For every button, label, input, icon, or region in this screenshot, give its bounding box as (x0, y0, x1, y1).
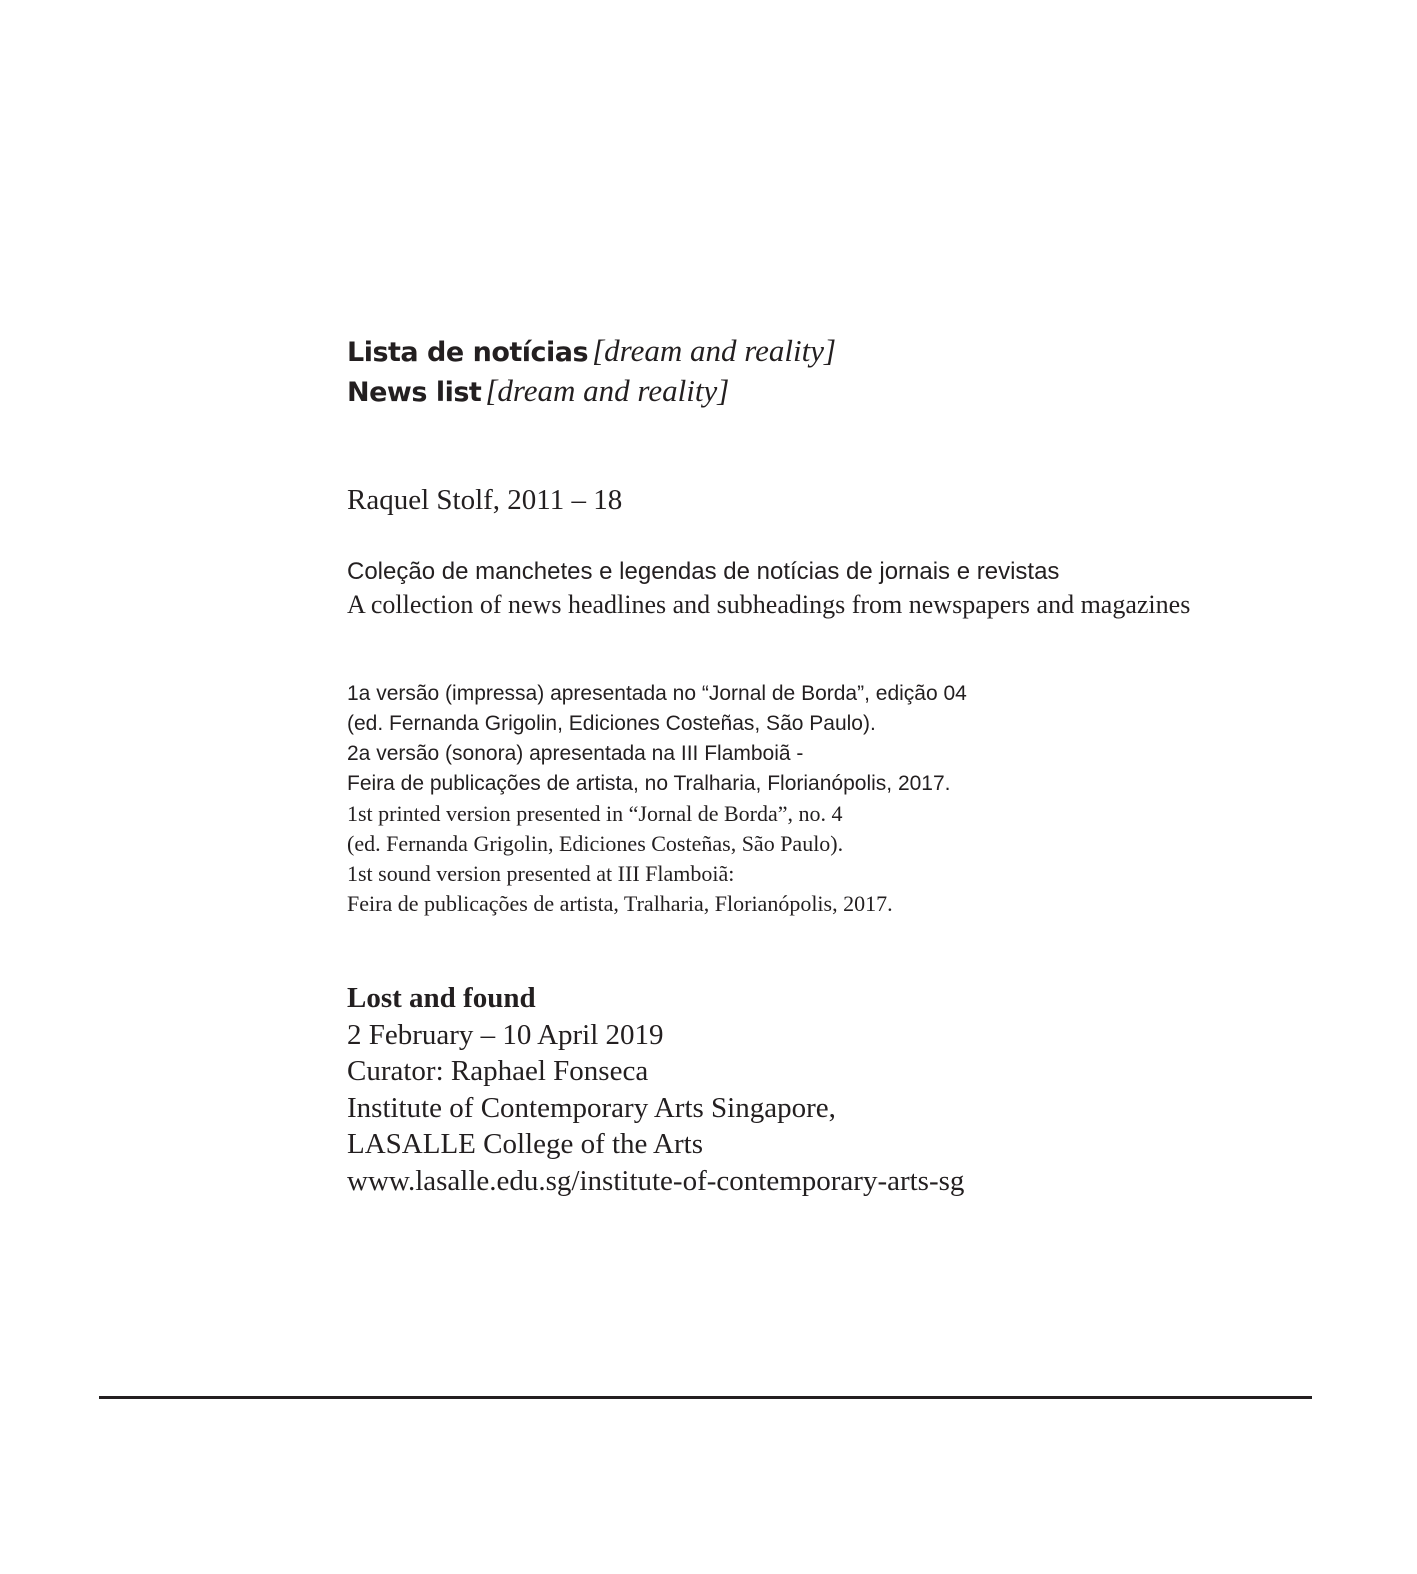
title-pt-text: Lista de notícias (347, 337, 589, 368)
exhibition-title: Lost and found (347, 982, 536, 1014)
version-note-pt: (ed. Fernanda Grigolin, Ediciones Costeñas, São Paulo). (347, 712, 876, 735)
version-note-pt: 2a versão (sonora) apresentada na III Flamboiã - (347, 742, 804, 765)
version-note-en: 1st sound version presented at III Flamboiã: (347, 861, 735, 886)
author-line: Raquel Stolf, 2011 – 18 (347, 484, 623, 516)
exhibition-info (347, 980, 964, 1200)
version-notes (347, 679, 967, 919)
exhibition-curator: Curator: Raphael Fonseca (347, 1055, 649, 1088)
description-en: A collection of news headlines and subheadings from newspapers and magazines (347, 590, 1191, 619)
version-note-en: Feira de publicações de artista, Tralharia, Florianópolis, 2017. (347, 891, 893, 916)
exhibition-venue: Institute of Contemporary Arts Singapore, (347, 1091, 836, 1124)
title-portuguese (347, 331, 1247, 371)
exhibition-url: www.lasalle.edu.sg/institute-of-contemporary-arts-sg (347, 1164, 965, 1197)
title-pt-subtitle: [dream and reality] (592, 333, 837, 368)
exhibition-dates: 2 February – 10 April 2019 (347, 1018, 664, 1051)
page-title (347, 331, 1247, 411)
title-en-text: News list (347, 377, 482, 408)
version-note-pt: 1a versão (impressa) apresentada no “Jornal de Borda”, edição 04 (347, 682, 967, 705)
exhibition-venue-college: LASALLE College of the Arts (347, 1128, 704, 1161)
version-note-pt: Feira de publicações de artista, no Tralharia, Florianópolis, 2017. (347, 772, 951, 795)
description (347, 555, 1190, 621)
title-english (347, 371, 1247, 411)
version-note-en: (ed. Fernanda Grigolin, Ediciones Costeñas, São Paulo). (347, 831, 844, 856)
version-note-en: 1st printed version presented in “Jornal de Borda”, no. 4 (347, 801, 843, 826)
horizontal-rule (99, 1396, 1312, 1399)
title-en-subtitle: [dream and reality] (485, 373, 730, 408)
description-pt: Coleção de manchetes e legendas de notícias de jornais e revistas (347, 558, 1060, 585)
